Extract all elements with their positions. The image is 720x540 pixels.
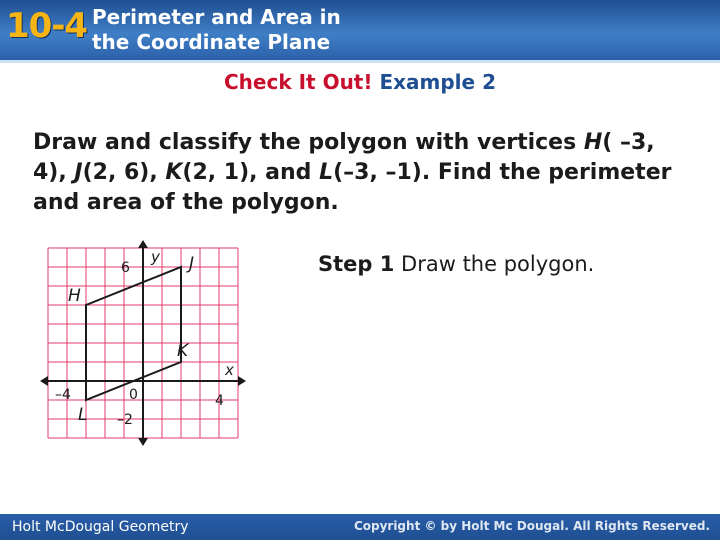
tick-label-neg4: –4 [55, 387, 71, 403]
x-axis-arrow-left [40, 376, 48, 386]
problem-part-5: (–3, –1). Find the perimeter and area of the polygon. [33, 160, 672, 215]
x-axis-label: x [225, 361, 234, 379]
step-label: Step 1 [318, 252, 395, 276]
problem-part-1: Draw and classify the polygon with vertices [33, 130, 584, 155]
check-it-out-label: Check It Out! [224, 70, 373, 94]
y-axis-arrow-down [138, 438, 148, 446]
lesson-number: 10-4 [6, 6, 88, 46]
problem-text [33, 128, 693, 218]
example-label: Example 2 [379, 70, 496, 94]
x-axis-arrow-right [238, 376, 246, 386]
tick-label-6: 6 [121, 260, 130, 276]
problem-vertex-k: K [165, 160, 183, 185]
problem-vertex-j: J [74, 160, 83, 185]
coordinate-graph [38, 238, 248, 446]
tick-label-0: 0 [129, 387, 138, 403]
lesson-title [92, 5, 341, 55]
tick-label-neg2: –2 [117, 412, 133, 428]
header-divider [0, 60, 720, 63]
vertex-label-h: H [68, 286, 81, 306]
problem-part-4: (2, 1), and [182, 160, 320, 185]
footer-publisher: Holt McDougal Geometry [12, 519, 189, 535]
footer-bar [0, 514, 720, 540]
problem-part-2: ( –3, 4), [33, 130, 655, 185]
y-axis-label: y [151, 248, 160, 266]
problem-vertex-l: L [319, 160, 334, 185]
vertex-label-l: L [78, 405, 88, 425]
problem-vertex-h: H [583, 130, 603, 155]
footer-copyright: Copyright © by Holt Mc Dougal. All Rights Reserved. [353, 519, 710, 533]
step-text [318, 252, 594, 276]
vertex-label-k: K [177, 341, 189, 361]
tick-label-4: 4 [215, 393, 224, 409]
step-description: Draw the polygon. [394, 252, 595, 276]
lesson-title-line1: Perimeter and Area in [92, 5, 341, 29]
y-axis-arrow-up [138, 240, 148, 248]
vertex-label-j: J [189, 254, 195, 274]
lesson-title-line2: the Coordinate Plane [92, 30, 331, 54]
example-heading [0, 70, 720, 94]
problem-part-3: (2, 6), [82, 160, 166, 185]
